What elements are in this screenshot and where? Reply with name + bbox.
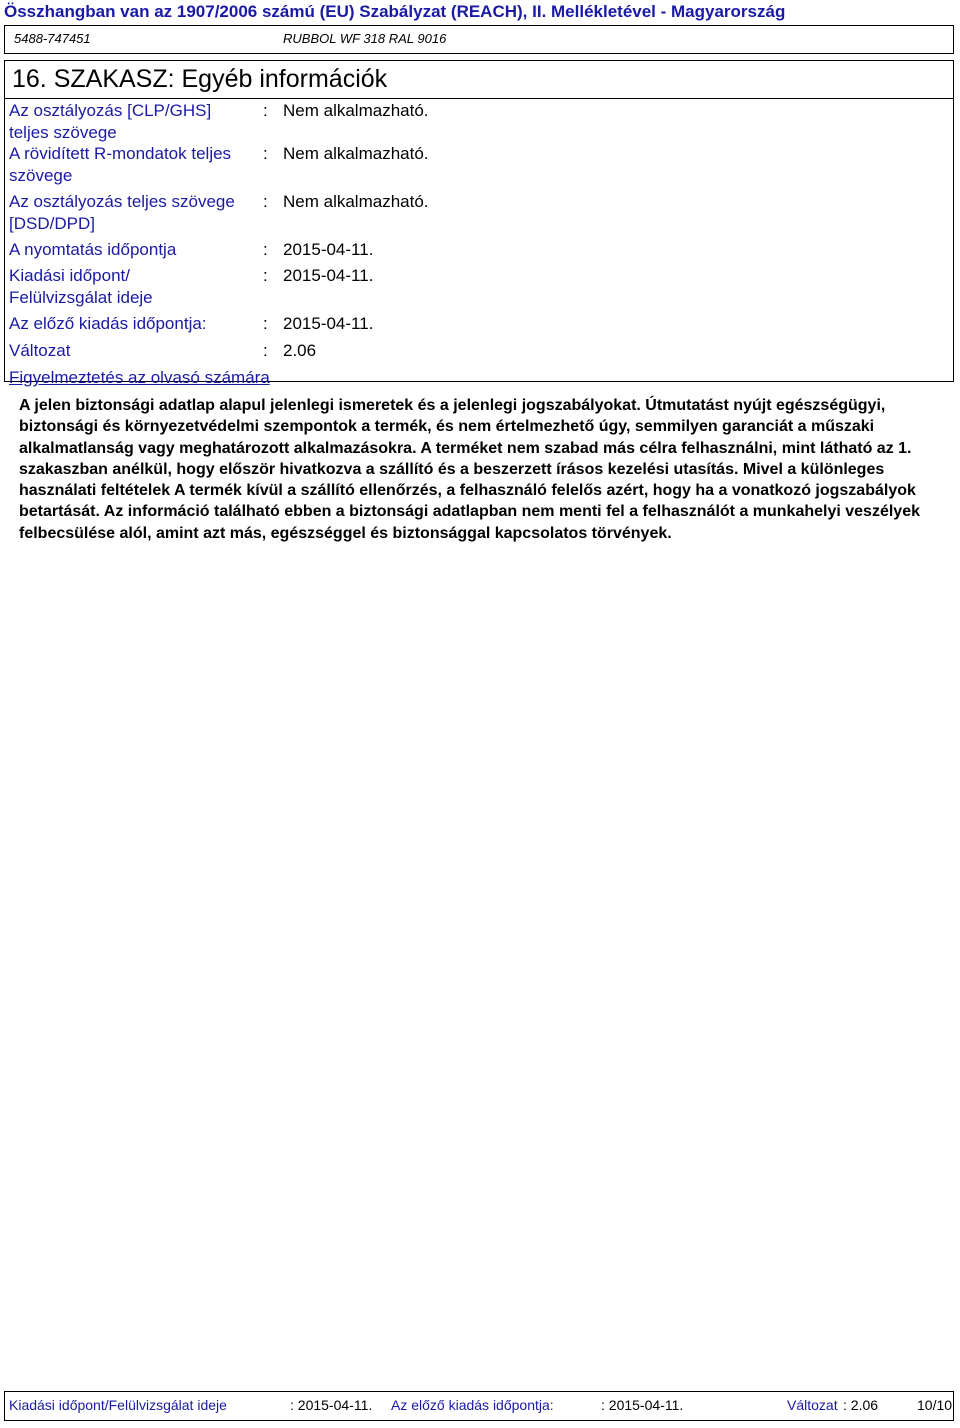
row-value-clp-classification: Nem alkalmazható. [283, 101, 429, 120]
footer-issue-value: : 2015-04-11. [290, 1397, 373, 1413]
document-title: Összhangban van az 1907/2006 számú (EU) Szabályzat (REACH), II. Mellékletével - Magyarország [4, 2, 786, 21]
row-label-dsd-classification: Az osztályozás teljes szövege [DSD/DPD] [9, 192, 235, 233]
product-name: RUBBOL WF 318 RAL 9016 [283, 31, 447, 46]
footer-previous-value: : 2015-04-11. [601, 1397, 684, 1413]
row-colon: : [263, 341, 268, 360]
row-colon: : [263, 266, 268, 285]
row-value-dsd-classification: Nem alkalmazható. [283, 192, 429, 211]
row-colon: : [263, 144, 268, 163]
row-label-version: Változat [9, 341, 71, 360]
row-colon: : [263, 192, 268, 211]
row-value-version: 2.06 [283, 341, 317, 360]
notice-heading: Figyelmeztetés az olvasó számára [9, 368, 270, 387]
row-label-r-phrases: A rövidített R-mondatok teljes szövege [9, 144, 232, 185]
row-value-print-date: 2015-04-11. [283, 240, 374, 259]
row-label-clp-classification: Az osztályozás [CLP/GHS] teljes szövege [9, 101, 212, 142]
footer-version-label: Változat [787, 1397, 838, 1413]
footer-page-number: 10/10 [917, 1397, 953, 1413]
row-colon: : [263, 240, 268, 259]
row-value-issue-date: 2015-04-11. [283, 266, 374, 285]
footer-issue-label: Kiadási időpont/Felülvizsgálat ideje [9, 1397, 227, 1413]
row-value-previous-date: 2015-04-11. [283, 314, 374, 333]
product-id-box [4, 25, 954, 54]
footer-version-value: : 2.06 [843, 1397, 879, 1413]
notice-paragraph: A jelen biztonsági adatlap alapul jelenlegi ismeretek és a jelenlegi jogszabályokat. Útmutatást nyújt egészségügyi, biztonsági és környezetvédelmi szempontok a termék, és nem értelmezhető úgy, semmilyen garanciát a műszaki alkalmatlanság vagy meghatározott alkalmazásokra. A terméket nem szabad más célra felhasználni, mint látható az 1. szakaszban anélkül, hogy először hivatkozva a szállító és a beszerzett írásos kezelési utasítás. Mivel a különleges használati feltételek A termék kívül a szállító ellenőrzés, a felhasználó felelős azért, hogy ha a vonatkozó jogszabályok betartását. Az információ található ebben a biztonsági adatlapban nem menti fel a felhasználót a munkahelyi veszélyek felbecsülése alól, amint azt más, egészséggel és biztonsággal kapcsolatos törvények. [19, 397, 920, 542]
row-label-print-date: A nyomtatás időpontja [9, 240, 177, 259]
footer-previous-label: Az előző kiadás időpontja: [391, 1397, 554, 1413]
row-label-issue-date: Kiadási időpont/ Felülvizsgálat ideje [9, 266, 153, 307]
row-label-previous-date: Az előző kiadás időpontja: [9, 314, 207, 333]
product-code: 5488-747451 [14, 31, 91, 46]
row-value-r-phrases: Nem alkalmazható. [283, 144, 429, 163]
row-colon: : [263, 101, 268, 120]
section-title: 16. SZAKASZ: Egyéb információk [12, 65, 388, 93]
section-header [5, 61, 953, 99]
row-colon: : [263, 314, 268, 333]
